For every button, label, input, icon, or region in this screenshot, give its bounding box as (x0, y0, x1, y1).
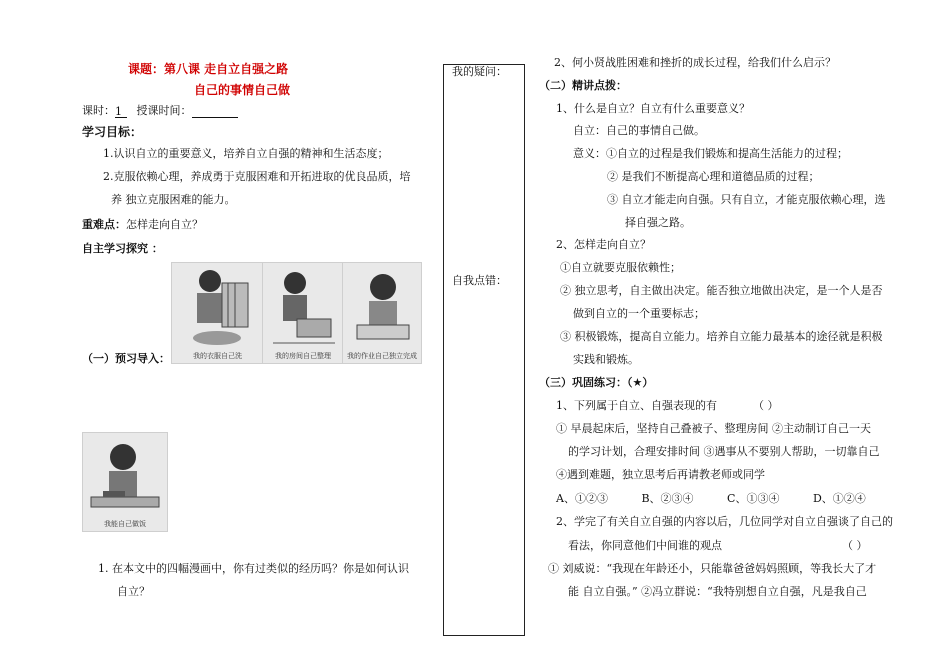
exercise-2-view-1: ① 刘威说：“我现在年龄还小，只能靠爸爸妈妈照顾，等我长大了才 (548, 562, 877, 575)
class-hours-row (82, 104, 238, 118)
key-point-label: 重难点： (82, 218, 126, 231)
point-2-item-2-cont: 做到自立的一个重要标志； (573, 307, 705, 320)
question-1-line-b: 自立？ (117, 585, 150, 598)
point-2-item-2: ② 独立思考，自主做出决定。能否独立地做出决定，是一个人是否 (560, 284, 883, 297)
choice-d: D、①②④ (812, 492, 866, 505)
point-2-item-3-cont: 实践和锻炼。 (573, 353, 639, 366)
point-2-item-3: ③ 积极锻炼，提高自立能力。培养自立能力最基本的途径就是积极 (560, 330, 883, 343)
preview-heading: （一）预习导入： (82, 352, 170, 365)
teach-time-label: 授课时间： (136, 104, 192, 117)
point-2-item-1: ①自立就要克服依赖性； (560, 261, 681, 274)
class-hours-value: 1 (115, 105, 127, 118)
exercise-2-cont (568, 539, 868, 553)
caption-3: 我的作业自己独立完成 (347, 352, 417, 360)
question-2: 2、何小贤战胜困难和挫折的成长过程，给我们什么启示？ (554, 56, 836, 69)
explore-heading: 自主学习探究 ： (82, 242, 163, 255)
point-1: 1、什么是自立？自立有什么重要意义？ (556, 102, 750, 115)
point-meaning-3-cont: 择自强之路。 (625, 216, 691, 229)
comic-washing-clothes (171, 262, 264, 364)
goals-heading: 学习目标： (82, 125, 143, 139)
choice-c: C、①③④ (727, 492, 780, 505)
point-meaning-3: ③ 自立才能走向自强。只有自立，才能克服依赖心理，选 (607, 193, 886, 206)
choice-a: A、①②③ (556, 492, 608, 505)
caption-2: 我的房间自己整理 (275, 352, 331, 360)
exercise-1-option-line-1: ① 早晨起床后，坚持自己叠被子、整理房间 ②主动制订自己一天 (556, 422, 871, 435)
exercise-1-option-line-3: ④遇到难题，独立思考后再请教老师或同学 (556, 468, 765, 481)
key-point-row (82, 218, 203, 232)
tidying-room-illustration (263, 263, 343, 363)
washing-clothes-illustration (172, 263, 263, 363)
point-meaning-2: ② 是我们不断提高心理和道德品质的过程； (607, 170, 820, 183)
exercise-2: 2、学完了有关自立自强的内容以后，几位同学对自立自强谈了自己的 (556, 515, 893, 528)
self-check-label: 自我点错： (452, 274, 507, 287)
comic-homework (342, 262, 422, 364)
exercise-2-view-2: 能 自立自强。” ②冯立群说：“我特别想自立自强，凡是我自己 (568, 585, 867, 598)
goal-2-line-b: 养 独立克服困难的能力。 (111, 193, 236, 206)
notes-box (443, 64, 525, 636)
choice-b: B、②③④ (641, 492, 694, 505)
comic-tidying-room (262, 262, 344, 364)
lesson-subtitle: 自己的事情自己做 (194, 83, 291, 97)
lesson-title: 课题：第八课 走自立自强之路 (128, 62, 289, 76)
goal-1: 1.认识自立的重要意义，培养自立自强的精神和生活态度； (103, 147, 389, 160)
question-1-line-a: 1. 在本文中的四幅漫画中，你有过类似的经历吗？你是如何认识 (98, 562, 409, 575)
teach-time-blank (192, 105, 238, 118)
point-2: 2、怎样走向自立？ (556, 238, 651, 251)
section-2-heading: （二）精讲点拨： (539, 79, 627, 92)
goal-2-line-a: 2.克服依赖心理，养成勇于克服困难和开拓进取的优良品质，培 (103, 170, 411, 183)
exercise-1-answer: （ ） (753, 399, 779, 412)
point-meaning-1: 意义：①自立的过程是我们锻炼和提高生活能力的过程； (573, 147, 848, 160)
key-point-text: 怎样走向自立？ (126, 218, 203, 231)
exercise-1-text: 1、下列属于自立、自强表现的有 (556, 399, 717, 412)
exercise-1-choices (556, 492, 866, 506)
exercise-1 (556, 399, 779, 413)
doubt-label: 我的疑问： (452, 65, 507, 78)
exercise-2-answer: （ ） (842, 539, 868, 552)
caption-4: 我能自己做饭 (104, 520, 146, 528)
caption-1: 我的衣服自己洗 (193, 352, 242, 360)
point-definition: 自立：自己的事情自己做。 (573, 124, 705, 137)
exercise-2-cont-text: 看法，你同意他们中间谁的观点 (568, 539, 722, 552)
homework-illustration (343, 263, 421, 363)
class-hours-label: 课时： (82, 104, 115, 117)
cooking-illustration (83, 433, 167, 531)
comic-cooking (82, 432, 168, 532)
exercise-1-option-line-2: 的学习计划，合理安排时间 ③遇事从不要别人帮助，一切靠自己 (568, 445, 880, 458)
section-3-heading: （三）巩固练习：（★） (539, 376, 654, 389)
